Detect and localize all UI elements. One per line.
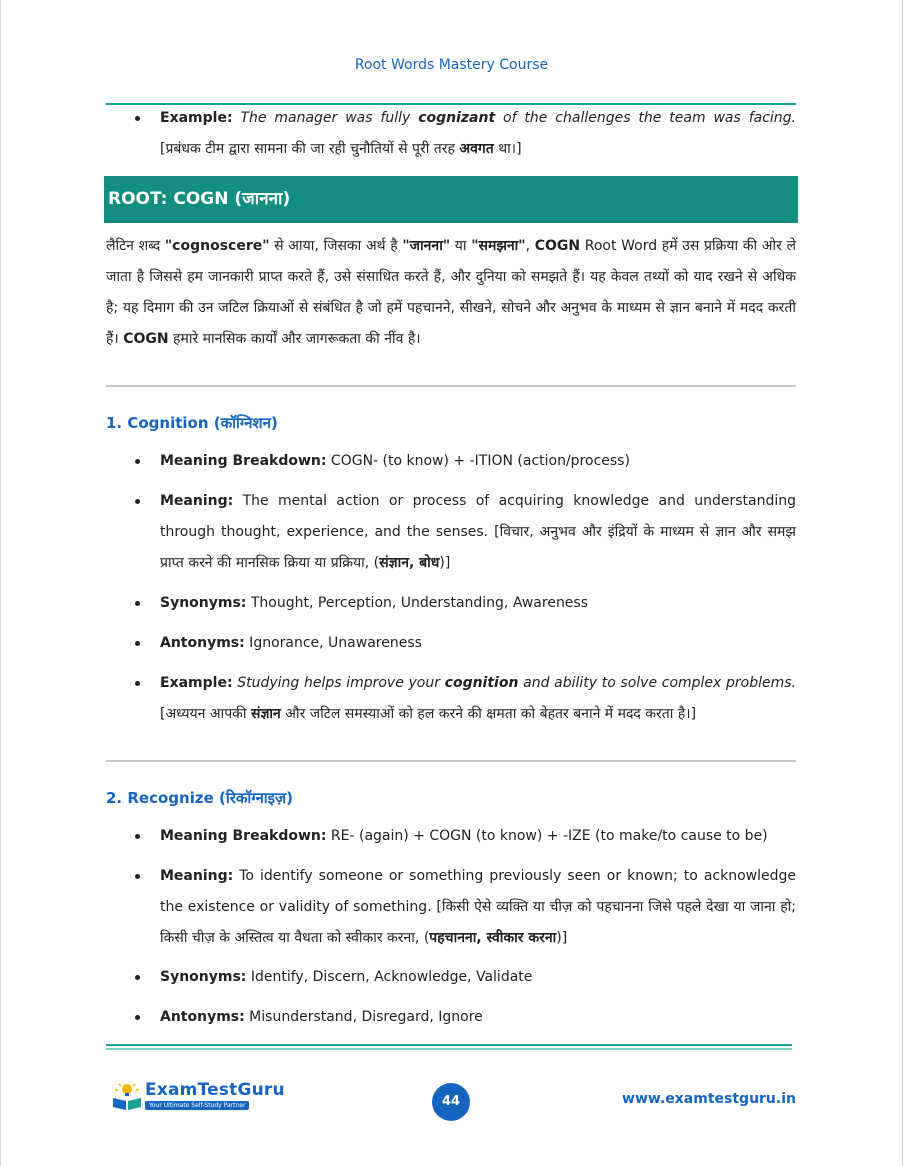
footer-divider-light [106, 1048, 792, 1050]
exam-test-guru-logo[interactable] [111, 1080, 285, 1112]
root-heading-band: ROOT: COGN (जानना) [104, 176, 798, 223]
example-keyword: cognizant [418, 110, 496, 126]
example-sentence-part: of the challenges the team was facing. [495, 110, 797, 126]
example-translation: [प्रबंधक टीम द्वारा सामना की जा रही चुनौतियों से पूरी तरह [160, 141, 460, 157]
page-edge-left [0, 0, 1, 1166]
word-heading-cognition: 1. Cognition (कॉग्निशन) [106, 414, 278, 432]
list-item-antonyms: Antonyms: Ignorance, Unawareness [160, 628, 796, 659]
list-item-antonyms: Antonyms: Misunderstand, Disregard, Ignore [160, 1002, 796, 1033]
list-item-breakdown: Meaning Breakdown: RE- (again) + COGN (to know) + -IZE (to make/to cause to be) [160, 821, 796, 852]
example-translation: था।] [493, 141, 522, 157]
root-intro-paragraph: लैटिन शब्द "cognoscere" से आया, जिसका अर्थ है "जानना" या "समझना", COGN Root Word हमें उस प्रक्रिया की ओर ले जाता है जिससे हम जानकारी प्राप्त करते हैं, उसे संसाधित करते हैं, और दुनिया को समझते हैं। यह केवल तथ्यों को याद रखने से अधिक है; यह दिमाग की उन जटिल क्रियाओं से संबंधित है जो हमें पहचानने, सीखने, सोचने और अनुभव के माध्यम से ज्ञान बनाने में मदद करती हैं। COGN हमारे मानसिक कार्यों और जागरूकता की नींव है। [106, 238, 796, 347]
page-header-title: Root Words Mastery Course [354, 57, 549, 73]
footer-divider [106, 1044, 792, 1046]
example-translation-keyword: अवगत [459, 141, 494, 157]
example-sentence-part: The manager was fully [240, 110, 419, 126]
website-link[interactable]: www.examtestguru.in [622, 1091, 796, 1107]
section-divider [106, 760, 796, 762]
word-heading-recognize: 2. Recognize (रिकॉग्नाइज़) [106, 789, 294, 807]
logo-tagline: Your Ultimate Self-Study Partner [145, 1101, 249, 1110]
list-item-synonyms: Synonyms: Identify, Discern, Acknowledge, Validate [160, 962, 796, 993]
example-label: Example: [160, 110, 233, 126]
list-item-example: Example: Studying helps improve your cognition and ability to solve complex problems. [अध्ययन आपकी संज्ञान और जटिल समस्याओं को हल करने की क्षमता को बेहतर बनाने में मदद करता है।] [160, 668, 796, 730]
logo-brand-name: ExamTestGuru [145, 1080, 285, 1100]
list-item-synonyms: Synonyms: Thought, Perception, Understanding, Awareness [160, 588, 796, 619]
list-item-meaning: Meaning: The mental action or process of acquiring knowledge and understanding through thought, experience, and the senses. [विचार, अनुभव और इंद्रियों के माध्यम से ज्ञान और समझ प्राप्त करने की मानसिक क्रिया या प्रक्रिया, (संज्ञान, बोध)] [160, 486, 796, 579]
page-number-badge: 44 [432, 1083, 470, 1121]
list-item-meaning: Meaning: To identify someone or something previously seen or known; to acknowledge the existence or validity of something. [किसी ऐसे व्यक्ति या चीज़ को पहचानना जिसे पहले देखा या जाना हो; किसी चीज़ के अस्तित्व या वैधता को स्वीकार करना, (पहचानना, स्वीकार करना)] [160, 861, 796, 954]
section-divider [106, 385, 796, 387]
list-item-breakdown: Meaning Breakdown: COGN- (to know) + -ITION (action/process) [160, 446, 796, 477]
previous-example-item [160, 103, 796, 165]
book-bulb-icon [111, 1080, 143, 1112]
